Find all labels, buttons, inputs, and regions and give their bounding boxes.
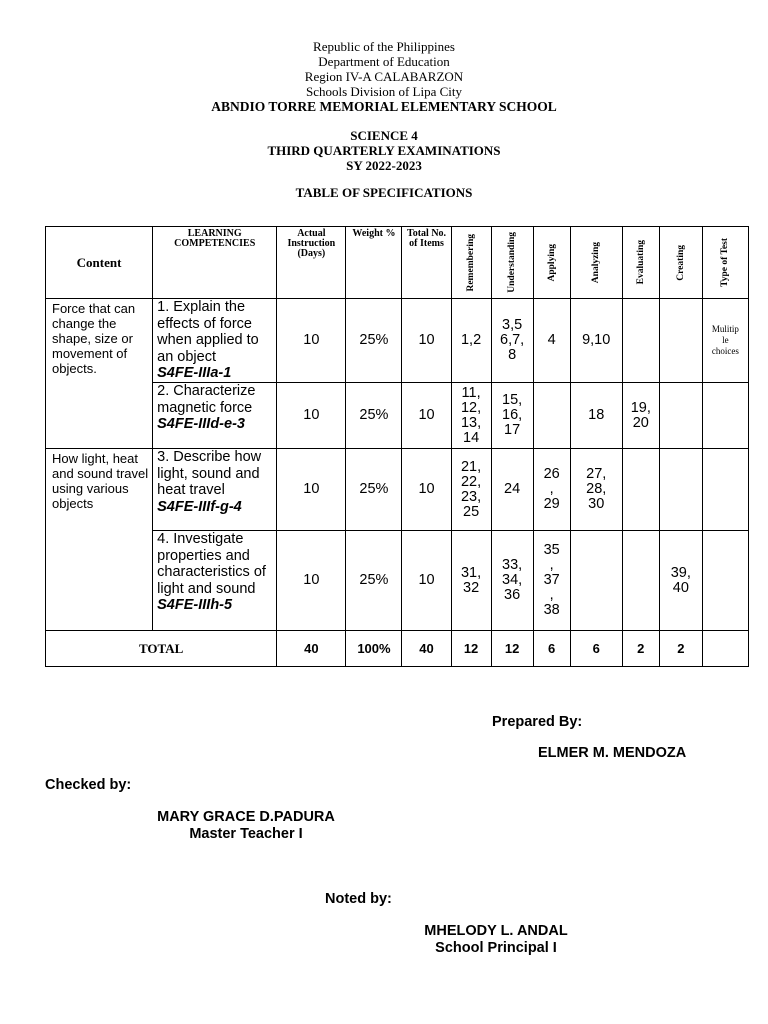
analyzing-cell [570, 531, 622, 631]
total-evaluating: 2 [622, 631, 659, 667]
days-cell: 10 [277, 449, 346, 531]
checked-by-block [126, 809, 366, 843]
total-applying: 6 [533, 631, 570, 667]
header-analyzing: Analyzing [591, 241, 602, 284]
applying-cell [533, 383, 570, 449]
applying-cell: 26 , 29 [533, 449, 570, 531]
applying-cell: 4 [533, 299, 570, 383]
total-creating: 2 [659, 631, 702, 667]
competency-code: S4FE-IIIa-1 [157, 365, 232, 381]
header-division: Schools Division of Lipa City [306, 84, 462, 99]
evaluating-cell [622, 449, 659, 531]
checked-by-name: MARY GRACE D.PADURA [157, 809, 335, 825]
header-items: Total No. of Items [402, 227, 451, 299]
page-title: TABLE OF SPECIFICATIONS [295, 185, 473, 200]
remembering-cell: 11, 12, 13, 14 [451, 383, 491, 449]
analyzing-cell: 27, 28, 30 [570, 449, 622, 531]
header-creating: Creating [675, 244, 686, 281]
total-days: 40 [277, 631, 346, 667]
weight-cell: 25% [346, 299, 402, 383]
document-header [0, 39, 768, 200]
applying-cell: 35 , 37 , 38 [533, 531, 570, 631]
header-competencies: LEARNING COMPETENCIES [153, 227, 277, 299]
prepared-by-label: Prepared By: [492, 714, 583, 730]
total-analyzing: 6 [570, 631, 622, 667]
creating-cell [659, 299, 702, 383]
header-sy: SY 2022-2023 [346, 158, 422, 173]
type-of-test-cell [702, 449, 748, 531]
total-label: TOTAL [46, 631, 277, 667]
type-of-test-cell [702, 531, 748, 631]
competency-cell: 4. Investigate properties and characteristics of light and sound S4FE-IIIh-5 [153, 531, 277, 631]
header-applying: Applying [546, 243, 557, 282]
header-content: Content [46, 227, 153, 299]
evaluating-cell [622, 531, 659, 631]
header-department: Department of Education [318, 54, 450, 69]
items-cell: 10 [402, 299, 451, 383]
competency-cell: 3. Describe how light, sound and heat travel S4FE-IIIf-g-4 [153, 449, 277, 531]
checked-by-label: Checked by: [45, 777, 132, 793]
header-republic: Republic of the Philippines [313, 39, 455, 54]
competency-cell: 1. Explain the effects of force when applied to an object S4FE-IIIa-1 [153, 299, 277, 383]
total-remembering: 12 [451, 631, 491, 667]
total-weight: 100% [346, 631, 402, 667]
noted-by-title: School Principal I [435, 940, 557, 956]
creating-cell [659, 449, 702, 531]
analyzing-cell: 9,10 [570, 299, 622, 383]
understanding-cell: 15, 16, 17 [491, 383, 533, 449]
prepared-by-name: ELMER M. MENDOZA [538, 745, 687, 761]
creating-cell: 39, 40 [659, 531, 702, 631]
days-cell: 10 [277, 383, 346, 449]
header-subject: SCIENCE 4 [350, 128, 418, 143]
header-type-of-test: Type of Test [720, 238, 731, 287]
competency-code: S4FE-IIIf-g-4 [157, 498, 242, 515]
remembering-cell: 31, 32 [451, 531, 491, 631]
header-days: Actual Instruction (Days) [277, 227, 346, 299]
noted-by-label: Noted by: [325, 891, 392, 907]
understanding-cell: 3,5 6,7, 8 [491, 299, 533, 383]
header-evaluating: Evaluating [635, 240, 646, 285]
total-row [46, 631, 749, 667]
header-understanding: Understanding [507, 232, 518, 293]
understanding-cell: 33, 34, 36 [491, 531, 533, 631]
weight-cell: 25% [346, 531, 402, 631]
table-row [46, 299, 749, 383]
table-row [46, 449, 749, 531]
items-cell: 10 [402, 449, 451, 531]
items-cell: 10 [402, 383, 451, 449]
competency-cell: 2. Characterize magnetic force S4FE-IIId-e-3 [153, 383, 277, 449]
header-school: ABNDIO TORRE MEMORIAL ELEMENTARY SCHOOL [211, 99, 557, 114]
specifications-table [45, 226, 749, 667]
analyzing-cell: 18 [570, 383, 622, 449]
items-cell: 10 [402, 531, 451, 631]
checked-by-title: Master Teacher I [189, 826, 303, 842]
header-region: Region IV-A CALABARZON [304, 69, 464, 84]
days-cell: 10 [277, 531, 346, 631]
weight-cell: 25% [346, 383, 402, 449]
remembering-cell: 1,2 [451, 299, 491, 383]
total-understanding: 12 [491, 631, 533, 667]
days-cell: 10 [277, 299, 346, 383]
total-type-of-test [702, 631, 748, 667]
evaluating-cell: 19, 20 [622, 383, 659, 449]
weight-cell: 25% [346, 449, 402, 531]
content-force: Force that can change the shape, size or movement of objects. [46, 299, 153, 449]
competency-code: S4FE-IIId-e-3 [157, 416, 245, 432]
header-remembering: Remembering [466, 233, 477, 292]
noted-by-name: MHELODY L. ANDAL [424, 923, 568, 939]
creating-cell [659, 383, 702, 449]
competency-code: S4FE-IIIh-5 [157, 597, 233, 613]
header-weight: Weight % [346, 227, 402, 299]
understanding-cell: 24 [491, 449, 533, 531]
type-of-test-cell: Mulitip le choices [702, 299, 748, 383]
remembering-cell: 21, 22, 23, 25 [451, 449, 491, 531]
header-exam: THIRD QUARTERLY EXAMINATIONS [267, 143, 501, 158]
total-items: 40 [402, 631, 451, 667]
type-of-test-cell [702, 383, 748, 449]
table-header-row [46, 227, 749, 299]
noted-by-block [396, 923, 596, 957]
content-light-heat-sound: How light, heat and sound travel using various objects [46, 449, 153, 631]
evaluating-cell [622, 299, 659, 383]
